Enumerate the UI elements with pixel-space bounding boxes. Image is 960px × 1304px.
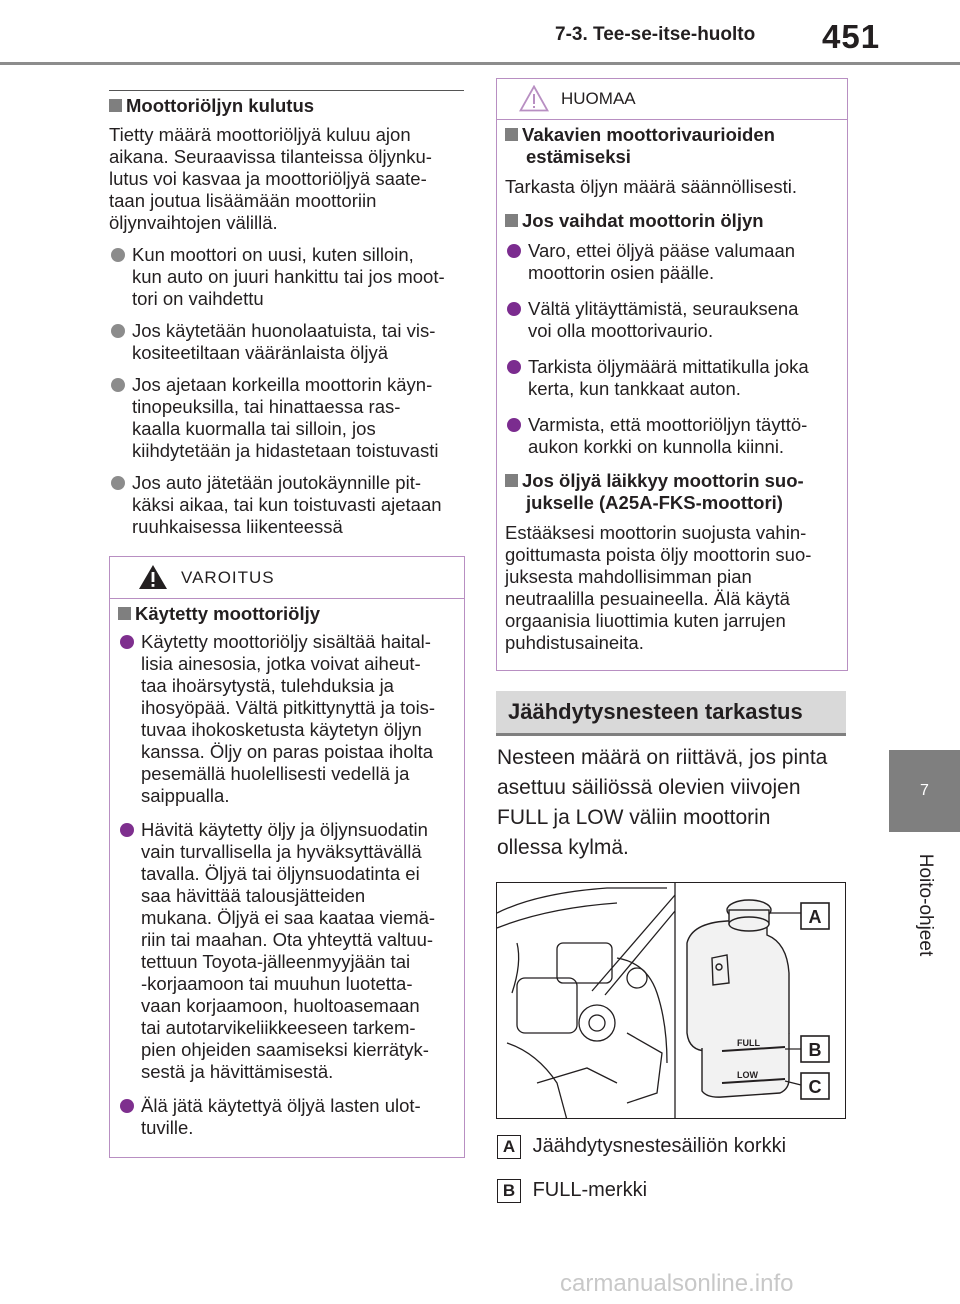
notice-body: [497, 120, 847, 654]
callout-c: C: [808, 1077, 822, 1097]
text-line: kiihdytetään ja hidastetaan toistuvasti: [132, 440, 439, 461]
bullet-item: [109, 320, 464, 364]
caution-triangle-icon: [519, 85, 549, 112]
square-bullet-icon: [505, 474, 518, 487]
legend-item-a: [497, 1133, 847, 1159]
bullet-item: [505, 414, 839, 458]
bullet-item: [109, 374, 464, 462]
text-line: Vältä ylitäyttämistä, seurauksena: [528, 298, 799, 319]
text-line: FULL ja LOW väliin moottorin: [497, 806, 771, 829]
notice-heading: [505, 470, 839, 514]
legend-item-b: [497, 1177, 847, 1203]
notice-header: [497, 79, 847, 120]
text-line: tinopeuksilla, tai hinattaessa ras-: [132, 396, 401, 417]
callout-a: A: [808, 907, 822, 927]
text-line: Jos käytetään huonolaatuista, tai vis-: [132, 320, 436, 341]
text-line: käksi aikaa, tai kun toistuvasti ajetaan: [132, 494, 442, 515]
text-line: moottorin osien päälle.: [528, 262, 715, 283]
warning-box: [109, 556, 465, 1158]
bullet-item: [109, 472, 464, 538]
text-line: ihosyöpää. Vältä pitkittynyttä ja tois-: [141, 697, 436, 718]
heading-line: jukselle (A25A-FKS-moottori): [526, 492, 783, 513]
text-line: Hävitä käytetty öljy ja öljynsuodatin: [141, 819, 428, 840]
warning-header: [110, 557, 464, 599]
text-line: öljynvaihtojen välillä.: [109, 212, 278, 233]
bullet-item: [118, 819, 456, 1083]
page-number: 451: [822, 18, 881, 55]
notice-text: [505, 176, 839, 198]
text-line: pien ohjeiden saamiseksi kierrätyk-: [141, 1039, 429, 1060]
text-line: orgaanisia liuottimia kuten jarrujen: [505, 610, 786, 631]
text-line: taa ihoärsytystä, tulehduksia ja: [141, 675, 394, 696]
callout-b: B: [808, 1040, 822, 1060]
oil-consumption-heading: Moottoriöljyn kulutus: [109, 95, 464, 117]
coolant-text: [497, 743, 847, 863]
legend-text-a: Jäähdytysnestesäiliön korkki: [532, 1135, 787, 1157]
square-bullet-icon: [109, 99, 122, 112]
square-bullet-icon: [505, 128, 518, 141]
text-line: kun auto on juuri hankittu tai jos moot-: [132, 266, 445, 287]
warning-triangle-icon: [138, 564, 168, 590]
square-bullet-icon: [118, 607, 131, 620]
heading-line: estämiseksi: [526, 146, 631, 167]
oil-consumption-intro: [109, 124, 464, 234]
text-line: saa hävittää talousjätteiden: [141, 885, 366, 906]
oil-consumption-section: [109, 95, 464, 538]
notice-heading: [505, 210, 839, 232]
text-line: saippualla.: [141, 785, 230, 806]
heading-line: Vakavien moottorivaurioiden: [522, 124, 775, 145]
text-line: ollessa kylmä.: [497, 836, 629, 859]
illustration-legend: [497, 1133, 847, 1203]
text-line: taan joutua lisäämään moottoriin: [109, 190, 377, 211]
text-line: neutraalilla pesuaineella. Älä käytä: [505, 588, 790, 609]
text-line: kerta, kun tankkaat auton.: [528, 378, 741, 399]
legend-text-b: FULL-merkki: [532, 1179, 648, 1201]
text-line: puhdistusaineita.: [505, 632, 644, 653]
text-line: Käytetty moottoriöljy sisältää haital-: [141, 631, 431, 652]
text-line: sestä ja hävittämisestä.: [141, 1061, 334, 1082]
text-line: goittumasta poista öljy moottorin suo-: [505, 544, 812, 565]
text-line: Varo, ettei öljyä pääse valumaan: [528, 240, 796, 261]
warning-heading: Käytetty moottoriöljy: [118, 603, 456, 625]
text-line: tettuun Toyota-jälleenmyyjään tai: [141, 951, 411, 972]
text-line: riin tai maahan. Ota yhteyttä valtuu-: [141, 929, 434, 950]
text-line: Estääksesi moottorin suojusta vahin-: [505, 522, 807, 543]
text-line: mukana. Öljyä ei saa kaataa viemä-: [141, 907, 436, 928]
text-line: tuville.: [141, 1117, 194, 1138]
bullet-item: [505, 298, 839, 342]
bullet-item: [118, 631, 456, 807]
text-line: tavalla. Öljyä tai öljynsuodatinta ei: [141, 863, 420, 884]
bullet-item: [109, 244, 464, 310]
text-line: vaan korjaamoon, huoltoasemaan: [141, 995, 420, 1016]
legend-key-a: A: [497, 1135, 521, 1159]
header-rule: [0, 62, 960, 65]
engine-bay-drawing: [497, 883, 846, 1119]
chapter-tab[interactable]: 7: [889, 750, 960, 832]
text-line: Älä jätä käytettyä öljyä lasten ulot-: [141, 1095, 421, 1116]
bullet-item: [505, 240, 839, 284]
text-line: vain turvallisella ja hyväksyttävällä: [141, 841, 422, 862]
text-line: kaalla kuormalla tai silloin, jos: [132, 418, 376, 439]
text-line: Varmista, että moottoriöljyn täyttö-: [528, 414, 808, 435]
legend-key-b: B: [497, 1179, 521, 1203]
notice-heading: [505, 124, 839, 168]
coolant-reservoir-illustration: [496, 882, 846, 1119]
section-rule: [109, 90, 464, 91]
text-line: pesemällä huolellisesti vedellä ja: [141, 763, 410, 784]
text-line: Jos auto jätetään joutokäynnille pit-: [132, 472, 421, 493]
text-line: kanssa. Öljy on paras poistaa iholta: [141, 741, 434, 762]
text-line: kositeetiltaan vääränlaista öljyä: [132, 342, 389, 363]
notice-title: HUOMAA: [561, 89, 636, 108]
bullet-item: [118, 1095, 456, 1139]
coolant-section-title: Jäähdytysnesteen tarkastus: [496, 691, 846, 733]
text-line: Nesteen määrä on riittävä, jos pinta: [497, 746, 828, 769]
text-line: aukon korkki on kunnolla kiinni.: [528, 436, 785, 457]
low-mark-label: LOW: [737, 1070, 758, 1080]
warning-title: VAROITUS: [181, 568, 275, 587]
oil-consumption-bullets: [109, 244, 464, 538]
text-line: tai autotarvikeliikkeeseen tarkem-: [141, 1017, 416, 1038]
heading-line: Jos öljyä läikkyy moottorin suo-: [522, 470, 804, 491]
text-line: Tietty määrä moottoriöljyä kuluu ajon: [109, 124, 411, 145]
full-mark-label: FULL: [737, 1038, 760, 1048]
square-bullet-icon: [505, 214, 518, 227]
text-line: ruuhkaisessa liikenteessä: [132, 516, 343, 537]
text-line: -korjaamoon tai muuhun luotetta-: [141, 973, 413, 994]
chapter-title-text: Hoito-ohjeet: [914, 853, 936, 957]
text-line: asettuu säiliössä olevien viivojen: [497, 776, 801, 799]
watermark: carmanualsonline.info: [560, 1270, 794, 1297]
notice-box: [496, 78, 848, 671]
text-line: lutus voi kasvaa ja moottoriöljyä saate-: [109, 168, 427, 189]
text-line: lisia ainesosia, jotka voivat aiheut-: [141, 653, 421, 674]
text-line: juksesta mahdollisimman pian: [505, 566, 752, 587]
text-line: tori on vaihdettu: [132, 288, 264, 309]
text-line: voi olla moottorivaurio.: [528, 320, 714, 341]
text-line: Kun moottori on uusi, kuten silloin,: [132, 244, 414, 265]
warning-bullets: [118, 631, 456, 1139]
text-line: tuvaa ihokosketusta käytetyn öljyn: [141, 719, 422, 740]
section-title: 7-3. Tee-se-itse-huolto: [555, 24, 756, 45]
text-line: Tarkista öljymäärä mittatikulla joka: [528, 356, 809, 377]
notice-text: [505, 522, 839, 654]
text-line: Tarkasta öljyn määrä säännöllisesti.: [505, 176, 798, 197]
text-line: aikana. Seuraavissa tilanteissa öljynku-: [109, 146, 432, 167]
text-line: Jos ajetaan korkeilla moottorin käyn-: [132, 374, 433, 395]
coolant-title-rule: [496, 733, 846, 736]
chapter-title: [889, 840, 960, 970]
heading-line: Jos vaihdat moottorin öljyn: [522, 210, 764, 231]
bullet-item: [505, 356, 839, 400]
